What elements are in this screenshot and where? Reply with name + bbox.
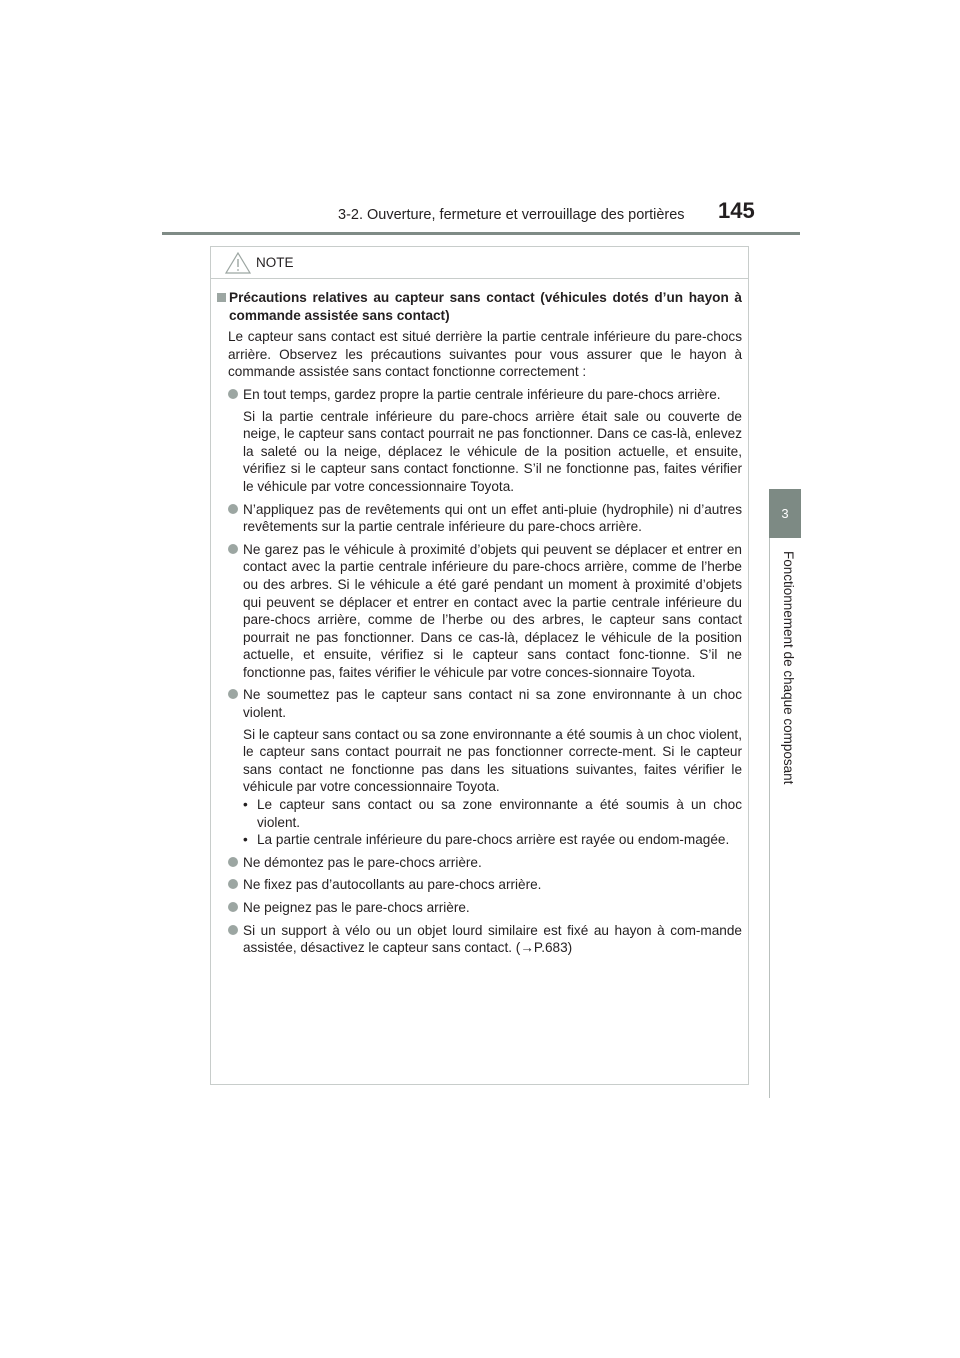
list-item-text: Si un support à vélo ou un objet lourd similaire est fixé au hayon à com-mande assistée, désactivez le capteur sans contact. (→P.683) <box>243 922 742 956</box>
list-item-text: Ne démontez pas le pare-chocs arrière. <box>243 854 482 870</box>
list-item <box>228 501 742 536</box>
list-item <box>228 899 742 917</box>
bullet-icon <box>228 689 238 699</box>
section-header: 3-2. Ouverture, fermeture et verrouillage des portières <box>338 207 685 223</box>
list-item-text: N’appliquez pas de revêtements qui ont un effet anti-pluie (hydrophile) ni d’autres revêtements sur la partie centrale inférieure du pare-chocs arrière. <box>243 501 742 535</box>
bullet-icon <box>228 857 238 867</box>
list-item-text: Ne soumettez pas le capteur sans contact ni sa zone environnante à un choc violent. <box>243 687 742 721</box>
bullet-icon <box>228 504 238 514</box>
section-heading-text: Précautions relatives au capteur sans contact (véhicules dotés d’un hayon à commande assistée sans contact) <box>229 290 742 323</box>
note-header <box>211 247 748 279</box>
list-item-text: Ne garez pas le véhicule à proximité d’objets qui peuvent se déplacer et entrer en contact avec la partie centrale inférieure du pare-chocs arrière, comme de l’herbe ou des arbres. Si le véhicule a été garé pendant un moment à proximité d’objets qui peuvent se déplacer et entrer en contact avec la partie centrale inférieure du pare-chocs arrière, comme de l’herbe ou des arbres, le capteur sans contact pourrait ne pas fonctionner. Dans ce cas-là, déplacez le véhicule de la position actuelle, et ensuite, vérifiez si le capteur sans contact fonc-tionne. S’il ne fonctionne pas, faites vérifier le véhicule par votre conces-sionnaire Toyota. <box>243 541 742 680</box>
square-bullet-icon <box>217 293 226 302</box>
dash-item-text: Le capteur sans contact ou sa zone environnante a été soumis à un choc violent. <box>257 797 742 830</box>
bullet-icon <box>228 389 238 399</box>
list-item <box>228 686 742 721</box>
note-box <box>210 246 749 1085</box>
list-item-detail: Si le capteur sans contact ou sa zone environnante a été soumis à un choc violent, le capteur sans contact pourrait ne pas fonctionner correcte-ment. Si le capteur sans contact ne fonctionne pas dans les situations suivantes, faites vérifier le véhicule par votre concessionnaire Toyota. <box>243 726 742 795</box>
list-item <box>228 541 742 682</box>
bullet-icon <box>228 925 238 935</box>
list-item <box>228 854 742 872</box>
note-body <box>211 279 748 957</box>
dash-bullet: • <box>243 797 248 813</box>
list-item-text: Ne peignez pas le pare-chocs arrière. <box>243 900 470 915</box>
list-item <box>228 386 742 404</box>
header-rule <box>162 232 800 235</box>
dash-item <box>243 831 742 849</box>
bullet-icon <box>228 544 238 554</box>
list-item-text: Ne fixez pas d’autocollants au pare-chocs arrière. <box>243 877 542 893</box>
dash-item <box>243 796 742 831</box>
list-item-detail: Si la partie centrale inférieure du pare-chocs arrière était sale ou couverte de neige, le capteur sans contact pourrait ne pas fonctionner. Dans ce cas-là, enlevez la saleté ou la neige, déplacez le véhicule de la position actuelle, et ensuite, vérifiez si le capteur sans contact fonctionne. S’il ne fonctionne pas, faites vérifier le véhicule par votre concessionnaire Toyota. <box>243 408 742 494</box>
side-divider <box>769 538 770 1098</box>
intro-paragraph: Le capteur sans contact est situé derrière la partie centrale inférieure du pare-chocs arrière. Observez les précautions suivantes pour vous assurer que le hayon à commande assistée sans contact fonctionne correctement : <box>228 329 742 380</box>
note-title: NOTE <box>256 255 294 270</box>
section-heading <box>217 289 742 324</box>
list-item-text: En tout temps, gardez propre la partie centrale inférieure du pare-chocs arrière. <box>243 386 721 402</box>
bullet-icon <box>228 879 238 889</box>
chapter-title: Fonctionnement de chaque composant <box>781 551 796 785</box>
list-item <box>228 876 742 894</box>
dash-item-text: La partie centrale inférieure du pare-chocs arrière est rayée ou endom-magée. <box>257 832 730 848</box>
dash-bullet: • <box>243 832 248 848</box>
bullet-icon <box>228 902 238 912</box>
list-item <box>228 922 742 957</box>
warning-icon <box>225 252 251 274</box>
page-number: 145 <box>718 198 755 223</box>
chapter-tab: 3 <box>769 489 801 538</box>
